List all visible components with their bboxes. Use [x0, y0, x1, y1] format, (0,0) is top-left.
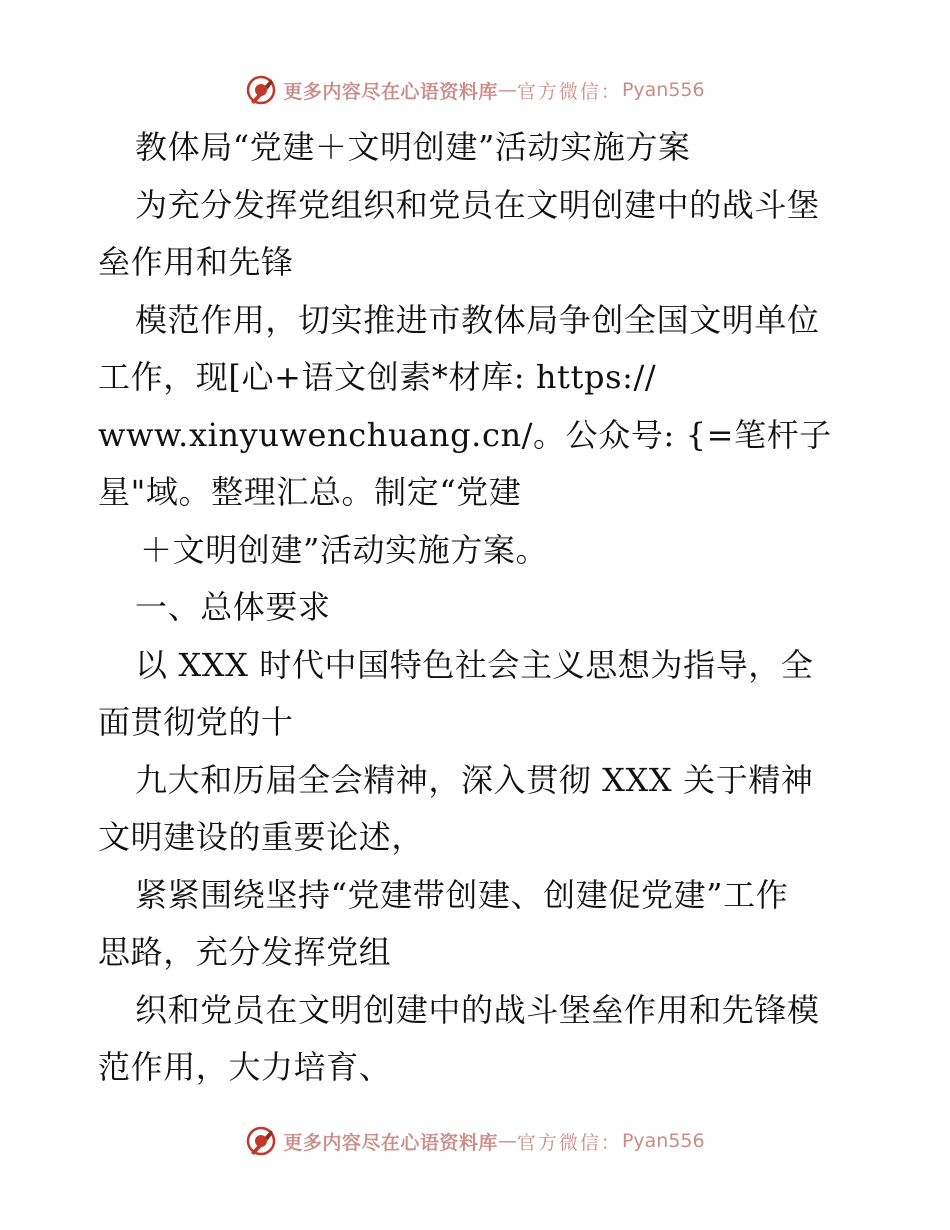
watermark-label: 官方微信： [516, 1131, 622, 1154]
document-body [98, 124, 858, 1102]
paragraph-line: 以 XXX 时代中国特色社会主义思想为指导，全 [135, 645, 814, 684]
paragraph-line: 紧紧围绕坚持“党建带创建、创建促党建”工作 [135, 875, 789, 914]
document-title: 教体局“党建＋文明创建”活动实施方案 [135, 128, 691, 166]
paragraph-line: 为充分发挥党组织和党员在文明创建中的战斗堡 [135, 185, 820, 224]
section-heading: 一、总体要求 [135, 588, 331, 626]
watermark-label: 官方微信： [516, 80, 622, 103]
paragraph-line: www.xinyuwenchuang.cn/。公众号: {=笔杆子 [98, 415, 832, 454]
watermark-separator: — [497, 1130, 517, 1152]
watermark-main-text: 更多内容尽在心语资料库 [283, 1131, 498, 1154]
paragraph-line: 垒作用和先锋 [98, 243, 294, 281]
paragraph-line: 工作，现[心+语文创素*材库: https:// [98, 358, 657, 396]
paragraph-line: 星"域。整理汇总。制定“党建 [98, 473, 522, 511]
paragraph-line: 模范作用，切实推进市教体局争创全国文明单位 [135, 300, 820, 339]
watermark-wechat-id: Pyan556 [621, 1130, 705, 1152]
pen-logo-icon [245, 74, 277, 106]
footer-watermark-banner [0, 1124, 950, 1158]
paragraph-line: ＋文明创建”活动实施方案。 [140, 530, 549, 569]
watermark-separator: — [497, 79, 517, 101]
paragraph-line: 织和党员在文明创建中的战斗堡垒作用和先锋模 [135, 990, 820, 1029]
watermark-wechat-id: Pyan556 [621, 79, 705, 101]
paragraph-line: 九大和历届全会精神，深入贯彻 XXX 关于精神 [135, 760, 814, 799]
paragraph-line: 思路，充分发挥党组 [98, 933, 392, 971]
paragraph-line: 范作用，大力培育、 [98, 1048, 392, 1086]
watermark-main-text: 更多内容尽在心语资料库 [283, 80, 498, 103]
header-watermark-banner [0, 73, 950, 107]
paragraph-line: 文明建设的重要论述， [98, 818, 425, 856]
pen-logo-icon [245, 1125, 277, 1157]
paragraph-line: 面贯彻党的十 [98, 703, 294, 741]
